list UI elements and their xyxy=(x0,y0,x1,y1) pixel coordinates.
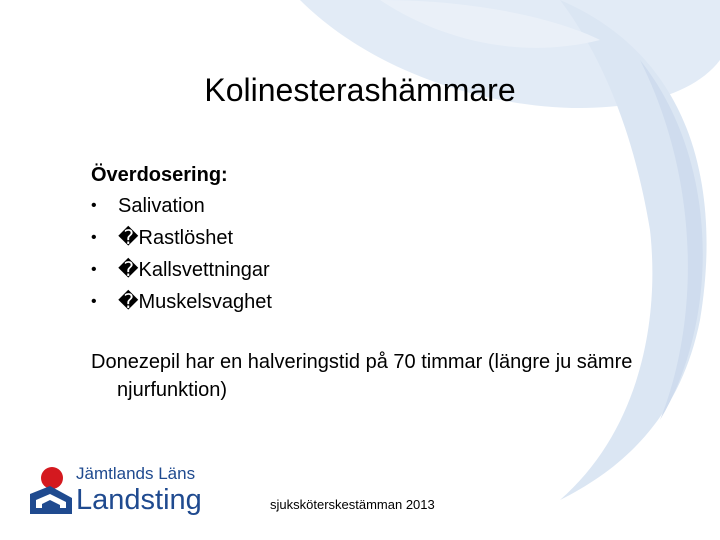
overdose-heading: Överdosering: xyxy=(91,164,228,186)
list-item xyxy=(91,254,691,286)
list-item xyxy=(91,222,691,254)
bullet-marker: • xyxy=(91,197,97,214)
list-item xyxy=(91,190,691,222)
list-item xyxy=(91,286,691,318)
list-item-text: �Kallsvettningar xyxy=(118,259,270,281)
half-life-note: Donezepil har en halveringstid på 70 timmar (längre ju sämre njurfunktion) xyxy=(91,351,633,401)
bullet-marker: • xyxy=(91,229,97,246)
logo-line-1: Jämtlands Läns xyxy=(76,464,196,483)
list-item-text: �Rastlöshet xyxy=(118,227,233,249)
bullet-marker: • xyxy=(91,293,97,310)
list-item-text: Salivation xyxy=(118,195,205,217)
symptom-list xyxy=(91,190,691,318)
slide-title: Kolinesterashämmare xyxy=(204,72,516,108)
landsting-emblem-icon xyxy=(28,464,74,516)
list-item-text: �Muskelsvaghet xyxy=(118,291,272,313)
slide-content xyxy=(91,160,691,318)
logo-line-2: Landsting xyxy=(76,484,202,516)
bullet-marker: • xyxy=(91,261,97,278)
footer-text: sjuksköterskestämman 2013 xyxy=(270,497,435,512)
organization-logo xyxy=(28,462,228,522)
